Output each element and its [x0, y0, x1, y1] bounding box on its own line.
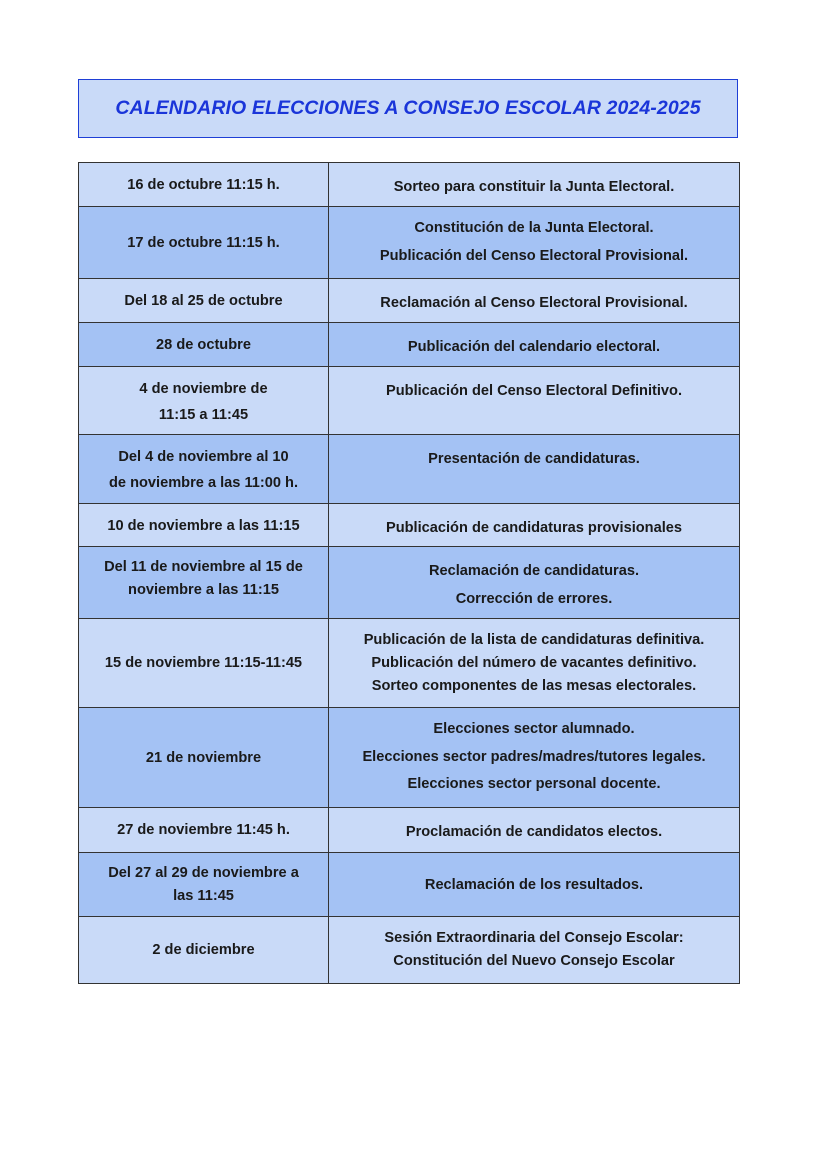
- event-text: Elecciones sector personal docente.: [407, 776, 661, 793]
- event-text: Constitución de la Junta Electoral.: [414, 220, 654, 236]
- date-cell: [79, 853, 329, 917]
- date-cell: [79, 708, 329, 808]
- event-text: Publicación de la lista de candidaturas definitiva.: [363, 631, 705, 648]
- date-text: 21 de noviembre: [145, 749, 262, 766]
- date-text: Del 18 al 25 de octubre: [124, 293, 283, 309]
- date-text: 10 de noviembre a las 11:15: [107, 518, 300, 534]
- event-text: Proclamación de candidatos electos.: [405, 824, 663, 840]
- event-text: Reclamación al Censo Electoral Provisional.: [380, 295, 688, 311]
- event-text: Reclamación de candidaturas.: [428, 563, 640, 579]
- table-row: [79, 435, 740, 504]
- event-cell: [329, 163, 740, 207]
- table-row: [79, 808, 740, 853]
- event-cell: [329, 435, 740, 504]
- date-text: las 11:45: [173, 888, 234, 904]
- table-row: [79, 547, 740, 619]
- table-row: [79, 207, 740, 279]
- date-text: 2 de diciembre: [152, 942, 255, 958]
- title-box: [78, 79, 738, 138]
- date-text: Del 27 al 29 de noviembre a: [108, 865, 299, 881]
- event-cell: [329, 808, 740, 853]
- date-cell: [79, 163, 329, 207]
- event-cell: [329, 504, 740, 547]
- table-row: [79, 323, 740, 367]
- date-text: noviembre a las 11:15: [128, 582, 279, 598]
- event-text: Sorteo para constituir la Junta Electoral.: [393, 179, 675, 195]
- event-text: Sorteo componentes de las mesas electorales.: [371, 677, 697, 694]
- date-cell: [79, 207, 329, 279]
- event-cell: [329, 323, 740, 367]
- event-text: Presentación de candidaturas.: [428, 451, 640, 467]
- date-text: 16 de octubre 11:15 h.: [127, 177, 280, 193]
- date-text: 27 de noviembre 11:45 h.: [117, 822, 290, 838]
- date-text: Del 11 de noviembre al 15 de: [104, 559, 303, 575]
- table-row: [79, 619, 740, 708]
- date-cell: [79, 435, 329, 504]
- election-calendar-table: [78, 162, 740, 984]
- date-text: 4 de noviembre de: [139, 381, 268, 397]
- date-text: de noviembre a las 11:00 h.: [109, 475, 298, 491]
- event-text: Publicación del Censo Electoral Provisional.: [379, 247, 689, 264]
- table-row: [79, 163, 740, 207]
- table-row: [79, 917, 740, 984]
- date-text: Del 4 de noviembre al 10: [118, 449, 289, 465]
- event-text: Corrección de errores.: [455, 590, 613, 607]
- event-cell: [329, 853, 740, 917]
- date-cell: [79, 323, 329, 367]
- event-text: Publicación de candidaturas provisionales: [385, 520, 682, 536]
- event-cell: [329, 279, 740, 323]
- event-text: Publicación del calendario electoral.: [407, 339, 661, 355]
- table-row: [79, 279, 740, 323]
- event-cell: [329, 367, 740, 435]
- event-cell: [329, 207, 740, 279]
- date-text: 15 de noviembre 11:15-11:45: [104, 655, 303, 671]
- event-text: Constitución del Nuevo Consejo Escolar: [393, 953, 675, 969]
- event-text: Sesión Extraordinaria del Consejo Escolar:: [384, 930, 684, 946]
- table-row: [79, 853, 740, 917]
- event-cell: [329, 547, 740, 619]
- event-text: Elecciones sector padres/madres/tutores legales.: [362, 748, 706, 765]
- date-cell: [79, 917, 329, 984]
- date-text: 11:15 a 11:45: [158, 407, 249, 423]
- event-cell: [329, 917, 740, 984]
- date-cell: [79, 619, 329, 708]
- page-title: CALENDARIO ELECCIONES A CONSEJO ESCOLAR 2024-2025: [115, 97, 701, 119]
- date-text: 28 de octubre: [156, 337, 251, 353]
- date-cell: [79, 547, 329, 619]
- event-cell: [329, 619, 740, 708]
- event-text: Publicación del número de vacantes definitivo.: [371, 654, 697, 671]
- date-cell: [79, 367, 329, 435]
- event-text: Elecciones sector alumnado.: [433, 721, 635, 738]
- table-row: [79, 367, 740, 435]
- event-cell: [329, 708, 740, 808]
- date-cell: [79, 279, 329, 323]
- date-text: 17 de octubre 11:15 h.: [127, 234, 280, 251]
- event-text: Reclamación de los resultados.: [424, 876, 644, 893]
- event-text: Publicación del Censo Electoral Definitivo.: [386, 383, 682, 399]
- date-cell: [79, 504, 329, 547]
- date-cell: [79, 808, 329, 853]
- table-row: [79, 504, 740, 547]
- table-row: [79, 708, 740, 808]
